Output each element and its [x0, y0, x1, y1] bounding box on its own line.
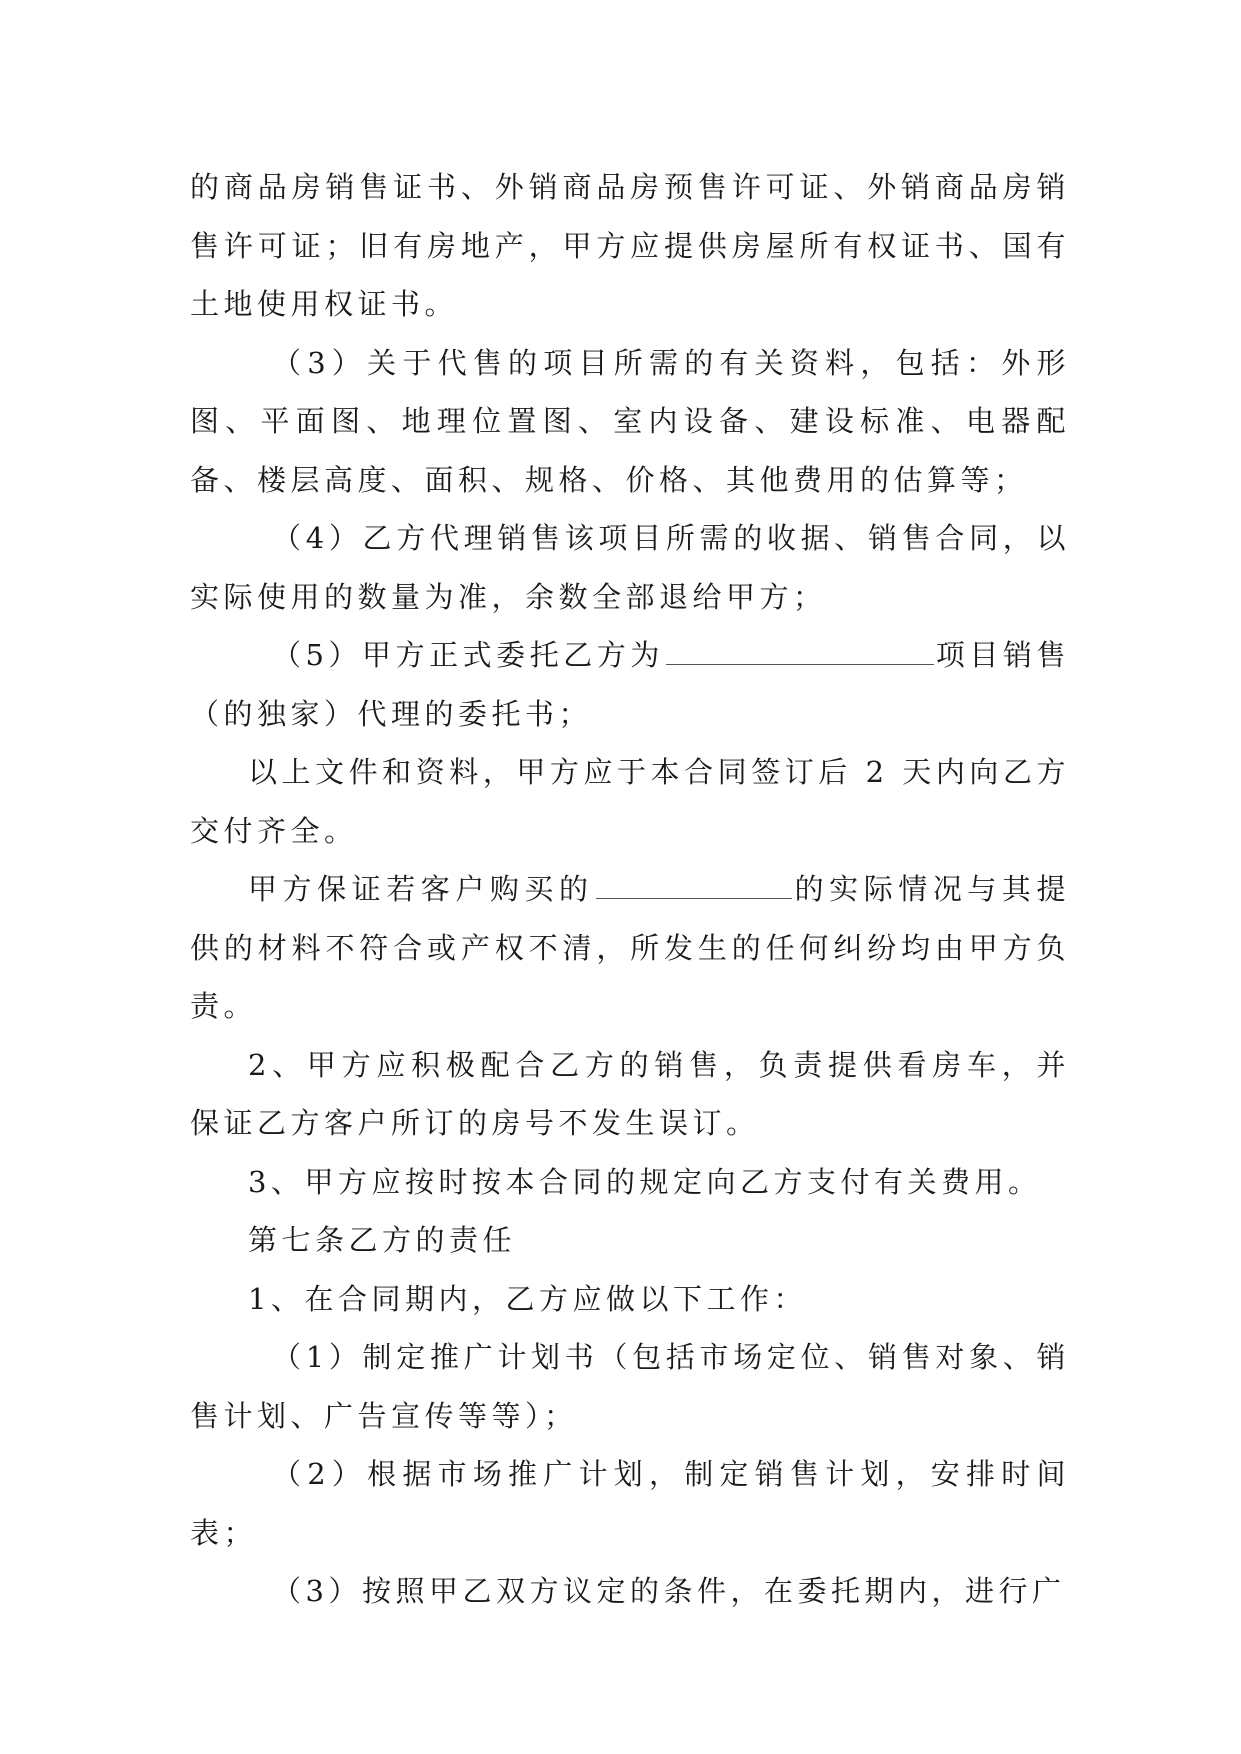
paragraph-item-4-receipts-contracts: （4）乙方代理销售该项目所需的收据、销售合同，以实际使用的数量为准，余数全部退给甲方； [190, 521, 1070, 614]
paragraph-item-5-entrustment [190, 626, 1070, 743]
paragraph-clause-1-duties: 1、在合同期内，乙方应做以下工作： [248, 1281, 807, 1316]
paragraph-item-3-project-materials: （3）关于代售的项目所需的有关资料，包括：外形图、平面图、地理位置图、室内设备、建设标准、电器配备、楼层高度、面积、规格、价格、其他费用的估算等； [190, 345, 1070, 497]
paragraph-clause-2-cooperation: 2、甲方应积极配合乙方的销售，负责提供看房车，并保证乙方客户所订的房号不发生误订。 [190, 1047, 1070, 1140]
paragraph-party-a-guarantee [190, 860, 1070, 1036]
paragraph-item-5-text-after: 项目销售（的独家）代理的委托书； [190, 638, 1070, 731]
paragraph-clause-3-payment: 3、甲方应按时按本合同的规定向乙方支付有关费用。 [248, 1164, 1042, 1199]
paragraph-duty-3-advertising: （3）按照甲乙双方议定的条件，在委托期内，进行广 [272, 1574, 1066, 1608]
document-body [190, 158, 1070, 1621]
paragraph-item-5-text-before: （5）甲方正式委托乙方为 [272, 638, 664, 672]
paragraph-duty-2-sales-plan: （2）根据市场推广计划，制定销售计划，安排时间表； [190, 1457, 1070, 1550]
paragraph-duty-1-promotion-plan: （1）制定推广计划书（包括市场定位、销售对象、销售计划、广告宣传等等）； [190, 1340, 1070, 1433]
paragraph-delivery-deadline: 以上文件和资料，甲方应于本合同签订后 2 天内向乙方交付齐全。 [190, 755, 1070, 848]
paragraph-guarantee-text-after: 的实际情况与其提供的材料不符合或产权不清，所发生的任何纠纷均由甲方负责。 [190, 872, 1070, 1023]
blank-line-project-name [666, 638, 934, 665]
blank-line-purchased-item [596, 872, 792, 899]
heading-article-7: 第七条乙方的责任 [248, 1223, 517, 1257]
paragraph-guarantee-text-before: 甲方保证若客户购买的 [248, 872, 594, 906]
paragraph-sale-certificates: 的商品房销售证书、外销商品房预售许可证、外销商品房销售许可证；旧有房地产，甲方应提供房屋所有权证书、国有土地使用权证书。 [190, 170, 1070, 321]
